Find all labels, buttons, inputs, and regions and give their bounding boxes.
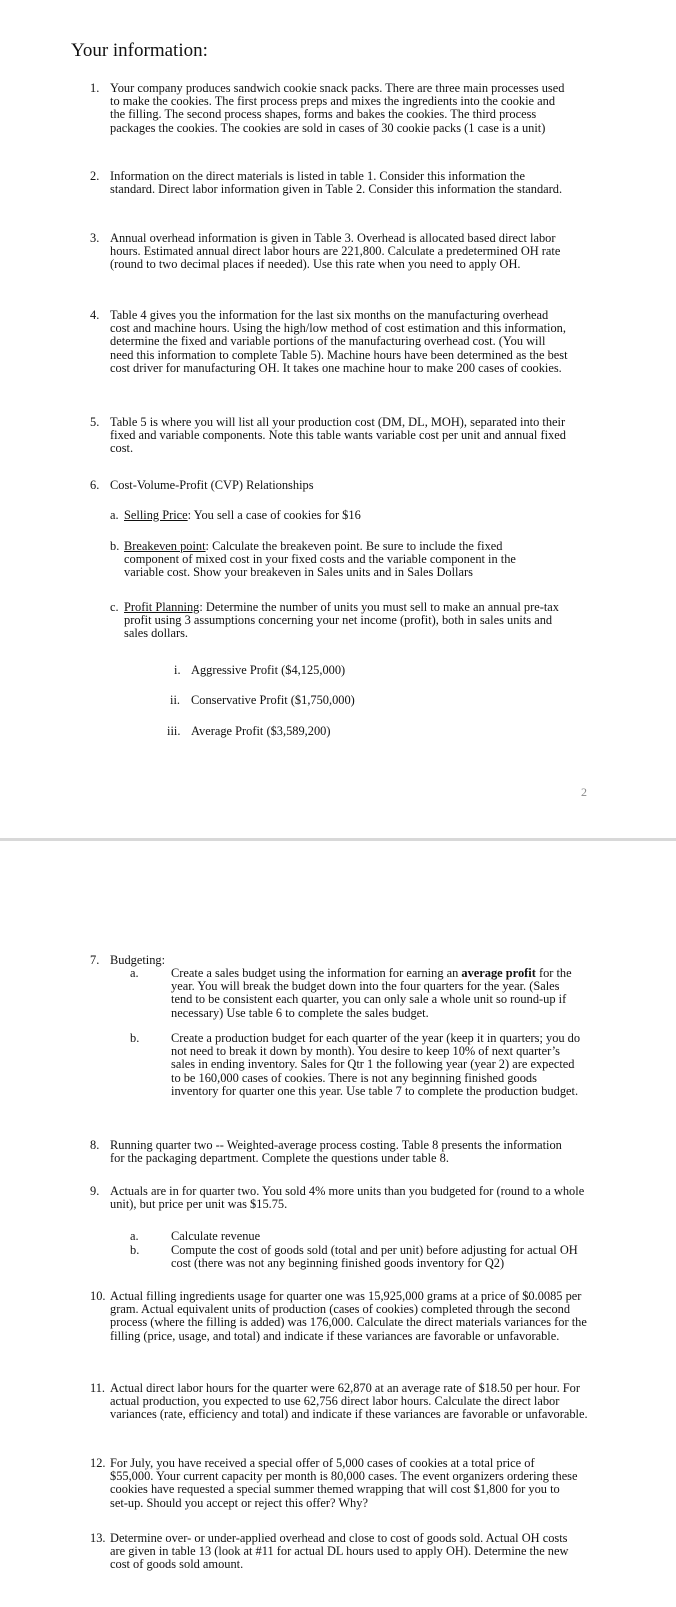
page-heading: Your information:: [71, 40, 208, 61]
page-number: 2: [581, 785, 587, 799]
document-page-1: Your information: 1. Your company produces sandwich cookie snack packs. There are three main processes used to make the cookies. The first process preps and mixes the ingredients into the cookie and the filling. The second process shapes, forms and bakes the cookies. The third process packages the cookies. The cookies are sold in cases of 30 cookie packs (1 case is a unit) 2. Information on the direct materials is listed in table 1. Consider this information the standard. Direct labor information given in Table 2. Consider this information the standard. 3. Annual overhead information is given in Table 3. Overhead is allocated based direct labor hours. Estimated annual direct labor hours are 221,800. Calculate a predetermined OH rate (round to two decimal places if needed). Use this rate when you need to apply OH. 4. Table 4 gives you the information for the last six months on the manufacturing overhead cost and machine hours. Using the high/low method of cost estimation and this information, determine the fixed and variable portions of the manufacturing overhead cost. (You will need this information to complete Table 5). Machine hours have been determined as the best cost driver for manufacturing OH. It takes one machine hour to make 200 cases of cookies. 5. Table 5 is where you will list all your production cost (DM, DL, MOH), separated into their fixed and variable components. Note this table wants variable cost per unit and annual fixed cost. 6. Cost-Volume-Profit (CVP) Relationships a. Selling Price: You sell a case of cookies for $16 b. Breakeven point: Calculate the breakeven point. Be sure to include the fixed component of mixed cost in your fixed costs and the variable component in the variable cost. Show your breakeven in Sales units and in Sales Dollars c. Profit Planning: Determine the number of units you must sell to make an annual pre-tax profit using 3 assumptions concerning your net income (profit), both in sales units and sales dollars. i. Aggressive Profit ($4,125,000) ii. Conservative Profit ($1,750,000) iii. Average Profit ($3,589,200) 2: [0, 0, 676, 838]
document-page-2: 7. Budgeting: a. Create a sales budget using the information for earning an average profit for the year. You will break the budget down into the four quarters for the year. (Sales tend to be consistent each quarter, you can only sale a whole unit so round-up if necessary) Use table 6 to complete the sales budget. b. Create a production budget for each quarter of the year (keep it in quarters; you do not need to break it down by month). You desire to keep 10% of next quarter’s sales in ending inventory. Sales for Qtr 1 the following year (year 2) are expected to be 160,000 cases of cookies. There is not any beginning finished goods inventory for quarter one this year. Use table 7 to complete the production budget. 8. Running quarter two -- Weighted-average process costing. Table 8 presents the information for the packaging department. Complete the questions under table 8. 9. Actuals are in for quarter two. You sold 4% more units than you budgeted for (round to a whole unit), but price per unit was $15.75. a. Calculate revenue b. Compute the cost of goods sold (total and per unit) before adjusting for actual OH cost (there was not any beginning finished goods inventory for Q2) 10. Actual filling ingredients usage for quarter one was 15,925,000 grams at a price of $0.0085 per gram. Actual equivalent units of production (cases of cookies) completed through the second process (where the filling is added) was 176,000. Calculate the direct materials variances for the filling (price, usage, and total) and indicate if these variances are favorable or unfavorable. 11. Actual direct labor hours for the quarter were 62,870 at an average rate of $18.50 per hour. For actual production, you expected to use 62,756 direct labor hours. Calculate the direct labor variances (rate, efficiency and total) and indicate if these variances are favorable or unfavorable. 12. For July, you have received a special offer of 5,000 cases of cookies at a total price of $55,000. Your current capacity per month is 80,000 cases. The event organizers ordering these cookies have requested a special summer themed wrapping that will cost $1,800 for you to set-up. Should you accept or reject this offer? Why? 13. Determine over- or under-applied overhead and close to cost of goods sold. Actual OH costs are given in table 13 (look at #11 for actual DL hours used to apply OH). Determine the new cost of goods sold amount.: [0, 841, 676, 1607]
